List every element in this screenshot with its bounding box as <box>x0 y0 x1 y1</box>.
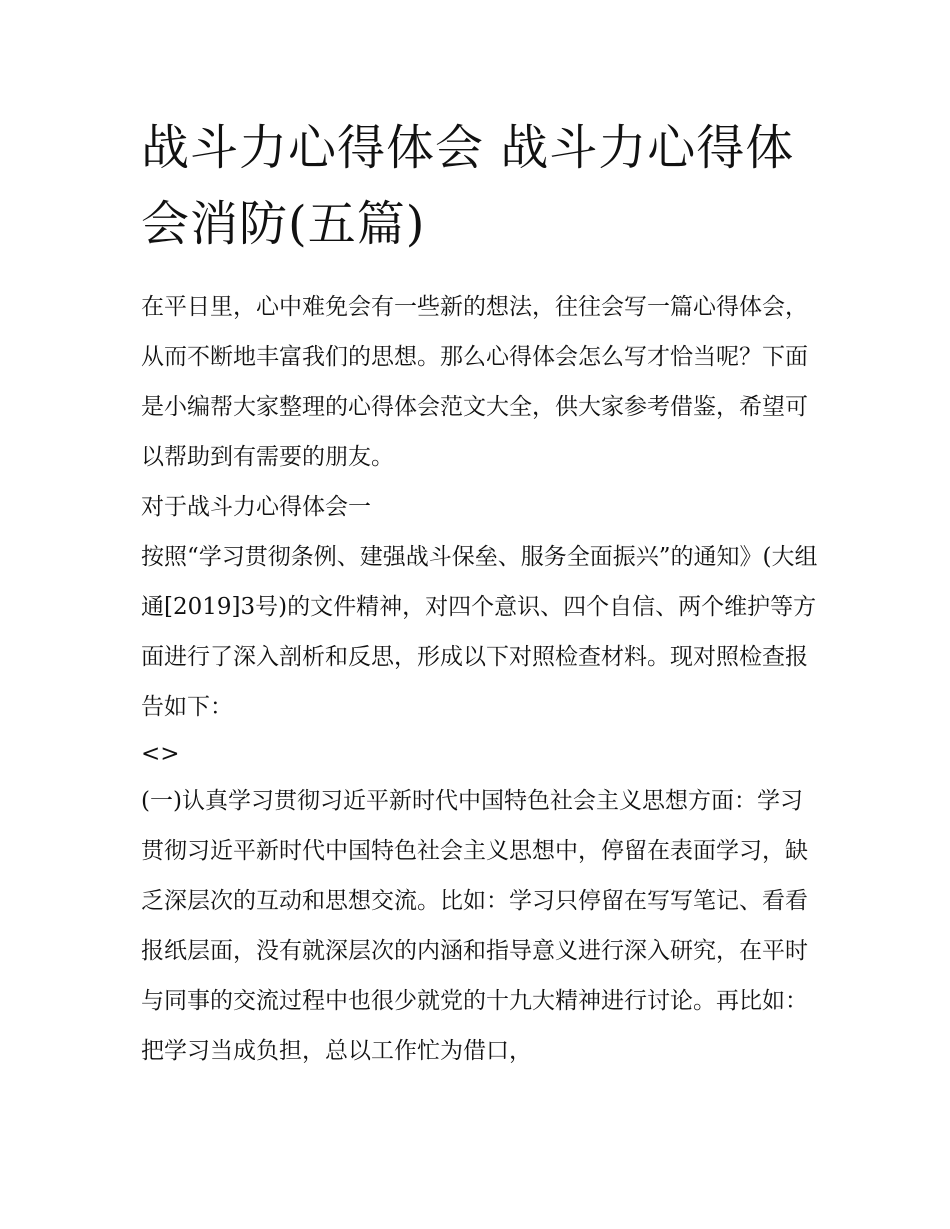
document-title: 战斗力心得体会 战斗力心得体会消防(五篇) <box>141 120 795 252</box>
document-page <box>141 110 821 1076</box>
body-paragraph: 按照“学习贯彻条例、建强战斗保垒、服务全面振兴”的通知》(大组通[2019]3号)的文件精神，对四个意识、四个自信、两个维护等方面进行了深入剖析和反思，形成以下对照检查材料。现对照检查报告如下： <box>141 544 818 720</box>
body-paragraph: (一)认真学习贯彻习近平新时代中国特色社会主义思想方面：学习贯彻习近平新时代中国特色社会主义思想中，停留在表面学习，缺乏深层次的互动和思想交流。比如：学习只停留在写写笔记、看看报纸层面，没有就深层次的内涵和指导意义进行深入研究，在平时与同事的交流过程中也很少就党的十九大精神进行讨论。再比如：把学习当成负担，总以工作忙为借口， <box>141 788 808 1064</box>
intro-paragraph: 在平日里，心中难免会有一些新的想法，往往会写一篇心得体会，从而不断地丰富我们的思想。那么心得体会怎么写才恰当呢？下面是小编帮大家整理的心得体会范文大全，供大家参考借鉴，希望可以帮助到有需要的朋友。 <box>141 294 808 470</box>
section-heading: 对于战斗力心得体会一 <box>141 494 371 520</box>
placeholder-marker: <> <box>141 741 180 767</box>
